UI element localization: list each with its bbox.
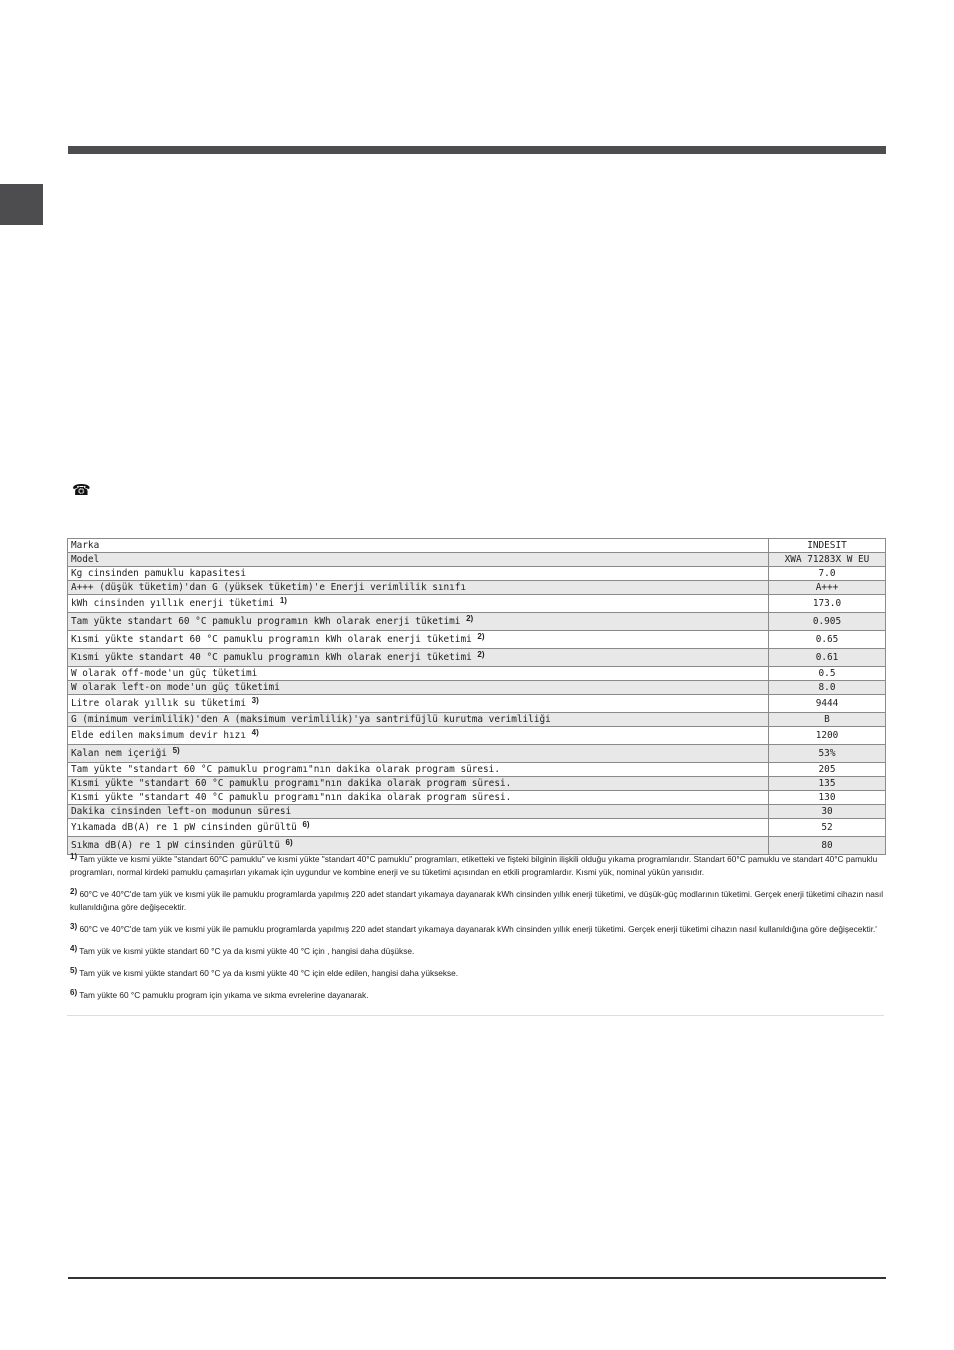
spec-row (68, 553, 886, 567)
spec-row (68, 791, 886, 805)
footnote-text: 60°C ve 40°C'de tam yük ve kısmi yük ile pamuklu programlarda yapılmış 220 adet standart yıkamaya dayanarak kWh cinsinden yıllık enerji tüketimi, ve düşük-güç modlarının tüketimi. Gerçek enerji tüketimi cihazın nasıl kullanıldığına göre değişecektir. (70, 889, 884, 912)
spec-label-cell (68, 763, 769, 777)
spec-label-cell (68, 837, 769, 855)
spec-value: INDESIT (769, 539, 886, 553)
spec-label: Sıkma dB(A) re 1 pW cinsinden gürültü (71, 839, 280, 851)
spec-label: Kısmi yükte standart 40 °C pamuklu programın kWh olarak enerji tüketimi (71, 651, 472, 663)
spec-label: kWh cinsinden yıllık enerji tüketimi (71, 597, 275, 609)
spec-label: Kısmi yükte "standart 40 °C pamuklu programı"nın dakika olarak program süresi. (71, 791, 512, 803)
spec-value: 173.0 (769, 595, 886, 613)
spec-row (68, 581, 886, 595)
footnote-ref: 6) (302, 819, 310, 829)
spec-label-cell (68, 745, 769, 763)
spec-row (68, 595, 886, 613)
footnote-text: Tam yük ve kısmi yükte standart 60 °C ya da kısmi yükte 40 °C için elde edilen, hangisi daha yüksekse. (79, 968, 459, 978)
spec-label: Elde edilen maksimum devir hızı (71, 729, 246, 741)
spec-value: 30 (769, 805, 886, 819)
spec-label: W olarak left-on mode'un güç tüketimi (71, 681, 280, 693)
spec-label-cell (68, 695, 769, 713)
spec-row (68, 631, 886, 649)
spec-row (68, 819, 886, 837)
spec-label: Tam yükte standart 60 °C pamuklu programın kWh olarak enerji tüketimi (71, 615, 461, 627)
footnote-number: 6) (70, 988, 78, 997)
spec-row (68, 613, 886, 631)
footnote-item (70, 923, 884, 936)
spec-label-cell (68, 667, 769, 681)
spec-label-cell (68, 791, 769, 805)
spec-value: 7.0 (769, 567, 886, 581)
footnote-ref: 2) (477, 649, 485, 659)
spec-table-body (68, 539, 886, 855)
spec-label-cell (68, 713, 769, 727)
spec-value: 53% (769, 745, 886, 763)
footnote-ref: 2) (466, 613, 474, 623)
spec-label: Kısmi yükte standart 60 °C pamuklu programın kWh olarak enerji tüketimi (71, 633, 472, 645)
spec-label-cell (68, 595, 769, 613)
footnote-item (70, 853, 884, 879)
spec-value: 0.905 (769, 613, 886, 631)
spec-value: 135 (769, 777, 886, 791)
spec-label: Kalan nem içeriği (71, 747, 167, 759)
spec-value: 1200 (769, 727, 886, 745)
spec-label: Tam yükte "standart 60 °C pamuklu programı"nın dakika olarak program süresi. (71, 763, 500, 775)
spec-label-cell (68, 681, 769, 695)
phone-icon: ☎ (72, 481, 91, 499)
spec-label-cell (68, 649, 769, 667)
spec-row (68, 539, 886, 553)
spec-value: 0.61 (769, 649, 886, 667)
spec-value: 52 (769, 819, 886, 837)
spec-label-cell (68, 805, 769, 819)
footnote-number: 1) (70, 852, 78, 861)
spec-row (68, 745, 886, 763)
spec-value: 130 (769, 791, 886, 805)
footnote-text: Tam yük ve kısmi yükte standart 60 °C ya da kısmi yükte 40 °C için , hangisi daha düşükse. (79, 946, 415, 956)
spec-value: 8.0 (769, 681, 886, 695)
spec-row (68, 777, 886, 791)
spec-value: 9444 (769, 695, 886, 713)
footnote-item (70, 989, 884, 1002)
spec-label-cell (68, 581, 769, 595)
spec-label: Kısmi yükte "standart 60 °C pamuklu programı"nın dakika olarak program süresi. (71, 777, 512, 789)
spec-label-cell (68, 539, 769, 553)
spec-label: Litre olarak yıllık su tüketimi (71, 697, 246, 709)
footnote-ref: 1) (279, 595, 287, 605)
footnote-text: 60°C ve 40°C'de tam yük ve kısmi yük ile pamuklu programlarda yapılmış 220 adet standart yıkamaya dayanarak kWh cinsinden yıllık enerji tüketimi. Gerçek enerji tüketimi cihazın nasıl kullanıldığına göre değişecektir.' (79, 924, 877, 934)
spec-value: XWA 71283X W EU (769, 553, 886, 567)
spec-row (68, 567, 886, 581)
spec-value: 205 (769, 763, 886, 777)
spec-row (68, 713, 886, 727)
spec-label: Kg cinsinden pamuklu kapasitesi (71, 567, 246, 579)
footnote-ref: 5) (172, 745, 180, 755)
footnote-ref: 2) (477, 631, 485, 641)
footnote-number: 4) (70, 944, 78, 953)
spec-label-cell (68, 777, 769, 791)
footnote-item (70, 967, 884, 980)
footnotes (67, 853, 884, 1016)
spec-value: A+++ (769, 581, 886, 595)
footnote-ref: 4) (251, 727, 259, 737)
spec-row (68, 763, 886, 777)
footnote-number: 3) (70, 922, 78, 931)
spec-label: Dakika cinsinden left-on modunun süresi (71, 805, 292, 817)
spec-row (68, 667, 886, 681)
spec-row (68, 727, 886, 745)
spec-label-cell (68, 567, 769, 581)
spec-label: Marka (71, 539, 100, 551)
product-spec-table (67, 538, 886, 855)
spec-label: G (minimum verimlilik)'den A (maksimum verimlilik)'ya santrifüjlü kurutma verimliliği (71, 713, 551, 725)
spec-value: B (769, 713, 886, 727)
footnote-text: Tam yükte 60 °C pamuklu program için yıkama ve sıkma evrelerine dayanarak. (79, 990, 369, 1000)
spec-label-cell (68, 631, 769, 649)
footnote-number: 2) (70, 887, 78, 896)
spec-row (68, 695, 886, 713)
spec-value: 80 (769, 837, 886, 855)
footnote-number: 5) (70, 966, 78, 975)
spec-value: 0.65 (769, 631, 886, 649)
spec-row (68, 805, 886, 819)
footnote-item (70, 888, 884, 914)
footnote-item (70, 945, 884, 958)
footnote-ref: 6) (285, 837, 293, 847)
footnote-ref: 3) (251, 695, 259, 705)
spec-label-cell (68, 613, 769, 631)
spec-label-cell (68, 819, 769, 837)
footer-rule (68, 1277, 886, 1279)
spec-label: A+++ (düşük tüketim)'dan G (yüksek tüketim)'e Enerji verimlilik sınıfı (71, 581, 467, 593)
spec-label: Yıkamada dB(A) re 1 pW cinsinden gürültü (71, 821, 297, 833)
spec-value: 0.5 (769, 667, 886, 681)
header-bar (68, 146, 886, 154)
footnote-text: Tam yükte ve kısmi yükte "standart 60°C pamuklu" ve kısmi yükte "standart 40°C pamuklu" programları, etiketteki ve fişteki bilginin ilişkili olduğu yıkama programlarıdır. Standart 60°C pamuklu ve standart 40°C pamuklu programları, normal kirdeki pamuklu çamaşırları yıkamak için uygundur ve kombine enerji ve su tüketimi açısından en etkili programlardır. Kısmi yük, nominal yükün yarısıdır. (70, 854, 878, 877)
spec-label: W olarak off-mode'un güç tüketimi (71, 667, 258, 679)
spec-label-cell (68, 727, 769, 745)
spec-row (68, 681, 886, 695)
section-tab-marker (0, 184, 43, 225)
spec-row (68, 649, 886, 667)
spec-row (68, 837, 886, 855)
spec-label-cell (68, 553, 769, 567)
spec-label: Model (71, 553, 100, 565)
